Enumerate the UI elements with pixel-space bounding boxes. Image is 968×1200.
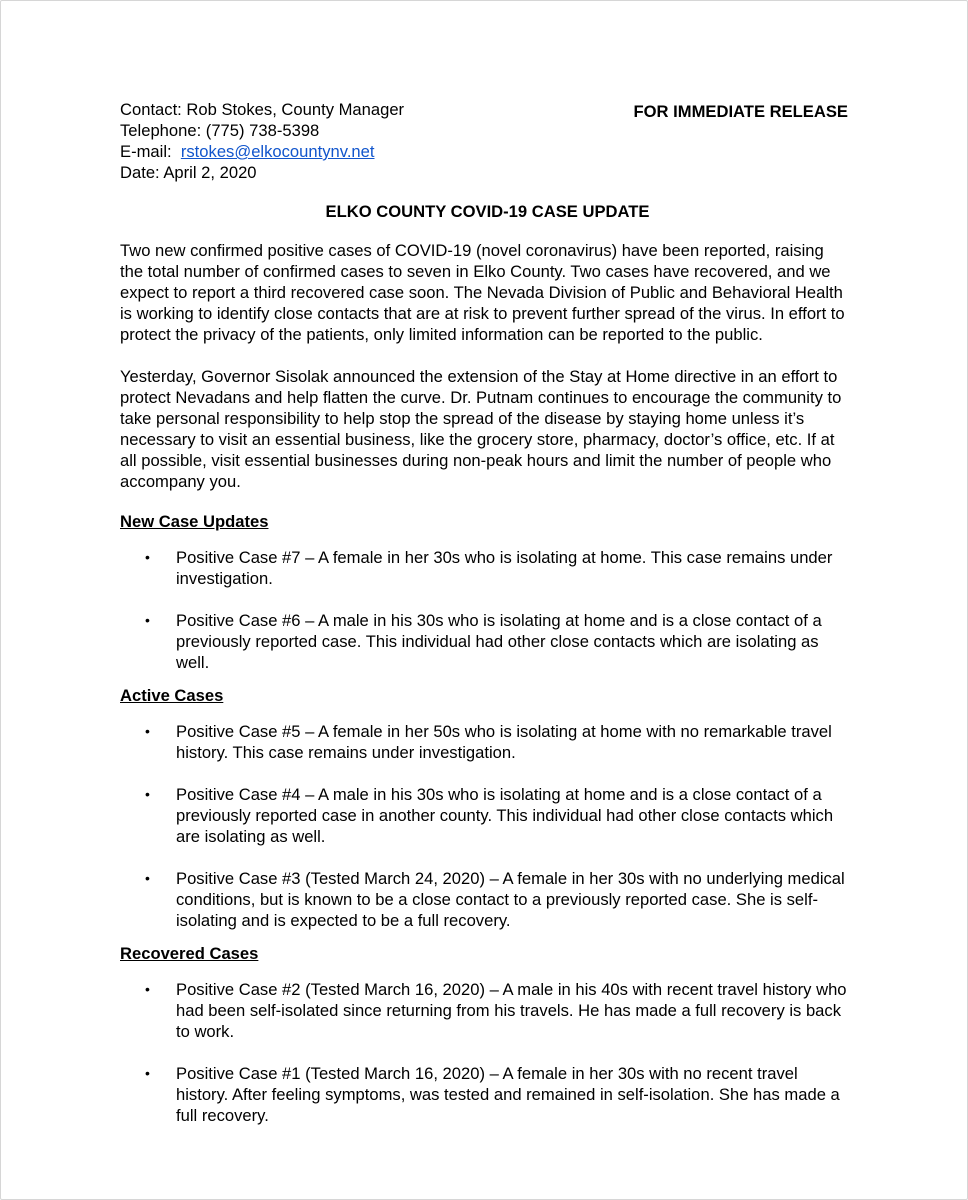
- bullet-icon: •: [145, 870, 150, 886]
- new-case-list: [120, 547, 851, 673]
- bullet-icon: •: [145, 549, 150, 565]
- case-text: Positive Case #6 – A male in his 30s who is isolating at home and is a close contact of a previously reported case. This individual had other close contacts which are isolating as well.: [176, 611, 822, 672]
- list-item: [120, 610, 851, 673]
- active-case-list: [120, 721, 851, 931]
- email-line: [120, 141, 851, 162]
- list-item: [120, 547, 851, 589]
- case-text: Positive Case #3 (Tested March 24, 2020) – A female in her 30s with no underlying medical conditions, but is known to be a close contact to a previously reported case. She is self-isolating and is expected to be a full recovery.: [176, 869, 845, 930]
- date-line: Date: April 2, 2020: [120, 163, 257, 182]
- case-text: Positive Case #7 – A female in her 30s who is isolating at home. This case remains under investigation.: [176, 548, 833, 588]
- bullet-icon: •: [145, 612, 150, 628]
- directive-paragraph: Yesterday, Governor Sisolak announced the extension of the Stay at Home directive in an effort to protect Nevadans and help flatten the curve. Dr. Putnam continues to encourage the community to take personal responsibility to help stop the spread of the disease by staying home unless it’s necessary to visit an essential business, like the grocery store, pharmacy, doctor’s office, etc. If at all possible, visit essential businesses during non-peak hours and limit the number of people who accompany you.: [120, 367, 842, 491]
- case-text: Positive Case #4 – A male in his 30s who is isolating at home and is a close contact of a previously reported case in another county. This individual had other close contacts which are isolating as well.: [176, 785, 834, 846]
- document-title: ELKO COUNTY COVID-19 CASE UPDATE: [325, 202, 650, 221]
- case-text: Positive Case #2 (Tested March 16, 2020) – A male in his 40s with recent travel history who had been self-isolated since returning from his travels. He has made a full recovery is back to work.: [176, 980, 847, 1041]
- bullet-icon: •: [145, 981, 150, 997]
- contact-line: Contact: Rob Stokes, County Manager: [120, 100, 405, 119]
- bullet-icon: •: [145, 786, 150, 802]
- email-label: E-mail:: [120, 142, 181, 161]
- list-item: [120, 1063, 851, 1126]
- telephone-line: Telephone: (775) 738-5398: [120, 121, 320, 140]
- list-item: [120, 784, 851, 847]
- case-text: Positive Case #1 (Tested March 16, 2020) – A female in her 30s with no recent travel history. After feeling symptoms, was tested and remained in self-isolation. She has made a full recovery.: [176, 1064, 840, 1125]
- bullet-icon: •: [145, 1065, 150, 1081]
- recovered-case-list: [120, 979, 851, 1126]
- intro-paragraph: Two new confirmed positive cases of COVID-19 (novel coronavirus) have been reported, raising the total number of confirmed cases to seven in Elko County. Two cases have recovered, and we expect to report a third recovered case soon. The Nevada Division of Public and Behavioral Health is working to identify close contacts that are at risk to prevent further spread of the virus. In effort to protect the privacy of the patients, only limited information can be reported to the public.: [120, 241, 845, 344]
- email-link[interactable]: rstokes@elkocountynv.net: [180, 142, 375, 161]
- bullet-icon: •: [145, 723, 150, 739]
- release-notice: FOR IMMEDIATE RELEASE: [633, 102, 848, 121]
- document-body: [120, 99, 851, 1126]
- list-item: [120, 979, 851, 1042]
- press-release-header: [120, 99, 851, 183]
- case-text: Positive Case #5 – A female in her 50s who is isolating at home with no remarkable travel history. This case remains under investigation.: [176, 722, 832, 762]
- section-heading-recovered-cases: Recovered Cases: [120, 944, 259, 963]
- section-heading-new-case-updates: New Case Updates: [120, 512, 269, 531]
- list-item: [120, 721, 851, 763]
- list-item: [120, 868, 851, 931]
- section-heading-active-cases: Active Cases: [120, 686, 224, 705]
